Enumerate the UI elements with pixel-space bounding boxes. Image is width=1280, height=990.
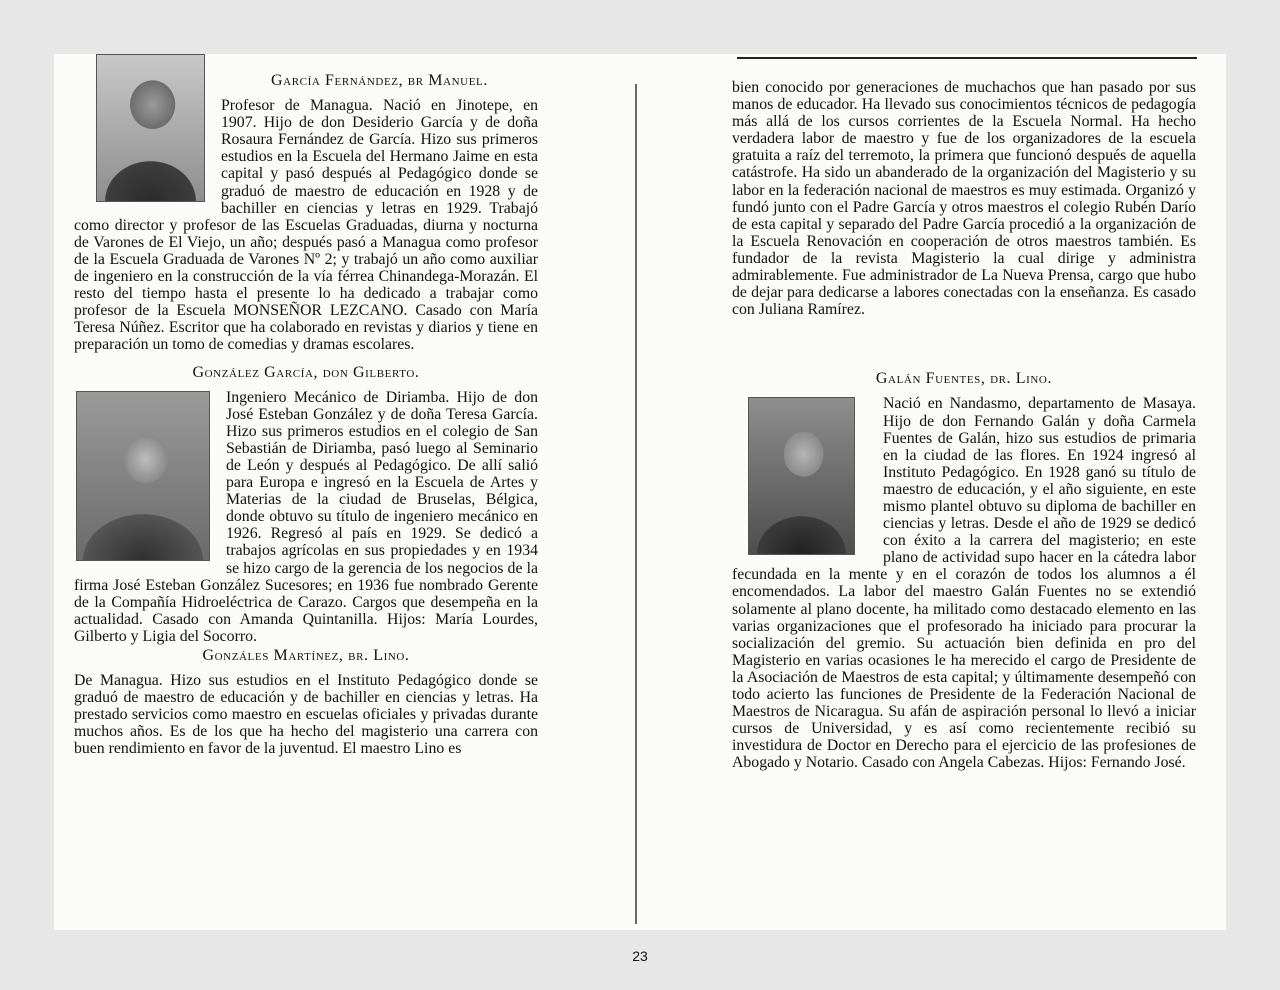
left-page [74, 72, 538, 758]
entry-galan-fuentes [732, 370, 1196, 771]
entry-heading: González García, don Gilberto. [192, 363, 420, 381]
entry-gonzalez-garcia [74, 364, 538, 646]
portrait-photo [76, 391, 210, 561]
page-gutter [635, 84, 637, 924]
entry-heading: Galán Fuentes, dr. Lino. [875, 370, 1053, 388]
continuation-text: bien conocido por generaciones de muchachos que han pasado por sus manos de educador. Ha llevado sus conocimientos técnicos de pedagogía más allá de los cursos corrientes de la Escuela Normal. Ha hecho verdadera labor de maestro y fue de los organizadores de la escuela gratuita a raíz del terremoto, la primera que funcionó después de aquella catástrofe. Ha sido un abanderado de la organización del Magisterio y su labor en la federación nacional de maestros es muy estimada. Organizó y fundó junto con el Padre García y otros maestros el colegio Rubén Darío de esta capital y separado del Padre García procedió a la organización de la Escuela Renovación en cooperación de otros maestros también. Es fundador de la revista Magisterio la cual dirige y administra admirablemente. Fue administrador de La Nueva Prensa, cargo que hubo de dejar para dedicarse a labores conectadas con la enseñanza. Es casado con Juliana Ramírez. [732, 79, 1196, 319]
scanned-book-spread [54, 54, 1226, 930]
entry-garcia-fernandez [74, 72, 538, 354]
entry-text: De Managua. Hizo sus estudios en el Instituto Pedagógico donde se graduó de maestro de educación y de bachiller en ciencias y letras. Ha prestado servicios como maestro en escuelas oficiales y privadas durante muchos años. Es de los que ha hecho del magisterio una carrera con buen rendimiento en favor de la juventud. El maestro Lino es [74, 672, 538, 758]
right-page [732, 79, 1196, 771]
entry-text: Profesor de Managua. Nació en Jinotepe, en 1907. Hijo de don Desiderio García y de doña Rosaura Fernández de García. Hizo sus primeros estudios en la Escuela del Hermano Jaime en esta capital y pasó después al Pedagógico donde se graduó de maestro de educación en 1928 y de bachiller en ciencias y letras en 1929. Trabajó como director y profesor de las Escuelas Graduadas, diurna y nocturna de Varones de El Viejo, un año; después pasó a Managua como profesor de la Escuela Graduada de Varones Nº 2; y trabajó un año como auxiliar de ingeniero en la construcción de la vía férrea Chinandega-Morazán. El resto del tiempo hasta el presente lo ha dedicado a trabajar como profesor de la Escuela MONSEÑOR LEZCANO. Casado con María Teresa Núñez. Escritor que ha colaborado en revistas y diarios y tiene en preparación un tomo de comedias y dramas escolares. [74, 97, 538, 354]
portrait-photo [748, 397, 855, 555]
top-rule [737, 57, 1197, 59]
entry-text: Nació en Nandasmo, departamento de Masaya. Hijo de don Fernando Galán y doña Carmela Fuentes de Galán, hizo sus estudios de primaria en la ciudad de las flores. En 1924 ingresó al Instituto Pedagógico. En 1928 ganó su título de maestro de educación, y el año siguiente, en este mismo plantel obtuvo su diploma de bachiller en ciencias y letras. Desde el año de 1929 se dedicó con éxito a la carrera del magisterio; en este plano de actividad supo hacer en la cátedra labor fecundada en la mente y en el corazón de todos los alumnos a él encomendados. La labor del maestro Galán Fuentes no se extendió solamente al plano docente, ha militado como destacado elemento en las varias organizaciones que el profesorado ha iniciado para procurar la socialización del gremio. Su actuación bien definida en pro del Magisterio en varias ocasiones le ha merecido el cargo de Presidente de la Asociación de Maestros de esta capital; y últimamente desempeñó con todo acierto las funciones de Presidente de la Federación Nacional de Maestros de Nicaragua. Su afán de aspiración personal lo llevó a iniciar cursos de Universidad, y es así como recientemente recibió su investidura de Doctor en Derecho para el ejercicio de las profesiones de Abogado y Notario. Casado con Angela Cabezas. Hijos: Fernando José. [732, 395, 1196, 772]
entry-gonzales-martinez [74, 647, 538, 758]
entry-text: Ingeniero Mecánico de Diriamba. Hijo de don José Esteban González y de doña Teresa García. Hizo sus primeros estudios en el colegio de San Sebastián de Diriamba, pasó luego al Seminario de León y después al Pedagógico. De allí salió para Europa e ingresó en la Escuela de Artes y Materias de la ciudad de Bruselas, Bélgica, donde obtuvo su título de ingeniero mecánico en 1926. Regresó al país en 1929. Se dedicó a trabajos agrícolas en sus propiedades y en 1934 se hizo cargo de la gerencia de los negocios de la firma José Esteban González Sucesores; en 1936 fue nombrado Gerente de la Compañía Hidroeléctrica de Carazo. Cargos que desempeña en la actualidad. Casado con Amanda Quintanilla. Hijos: María Lourdes, Gilberto y Ligia del Socorro. [74, 388, 538, 645]
portrait-photo [96, 54, 205, 202]
page-number: 23 [632, 948, 648, 964]
entry-heading: Gonzáles Martínez, br. Lino. [202, 647, 410, 664]
entry-heading: García Fernández, br Manuel. [271, 72, 488, 89]
